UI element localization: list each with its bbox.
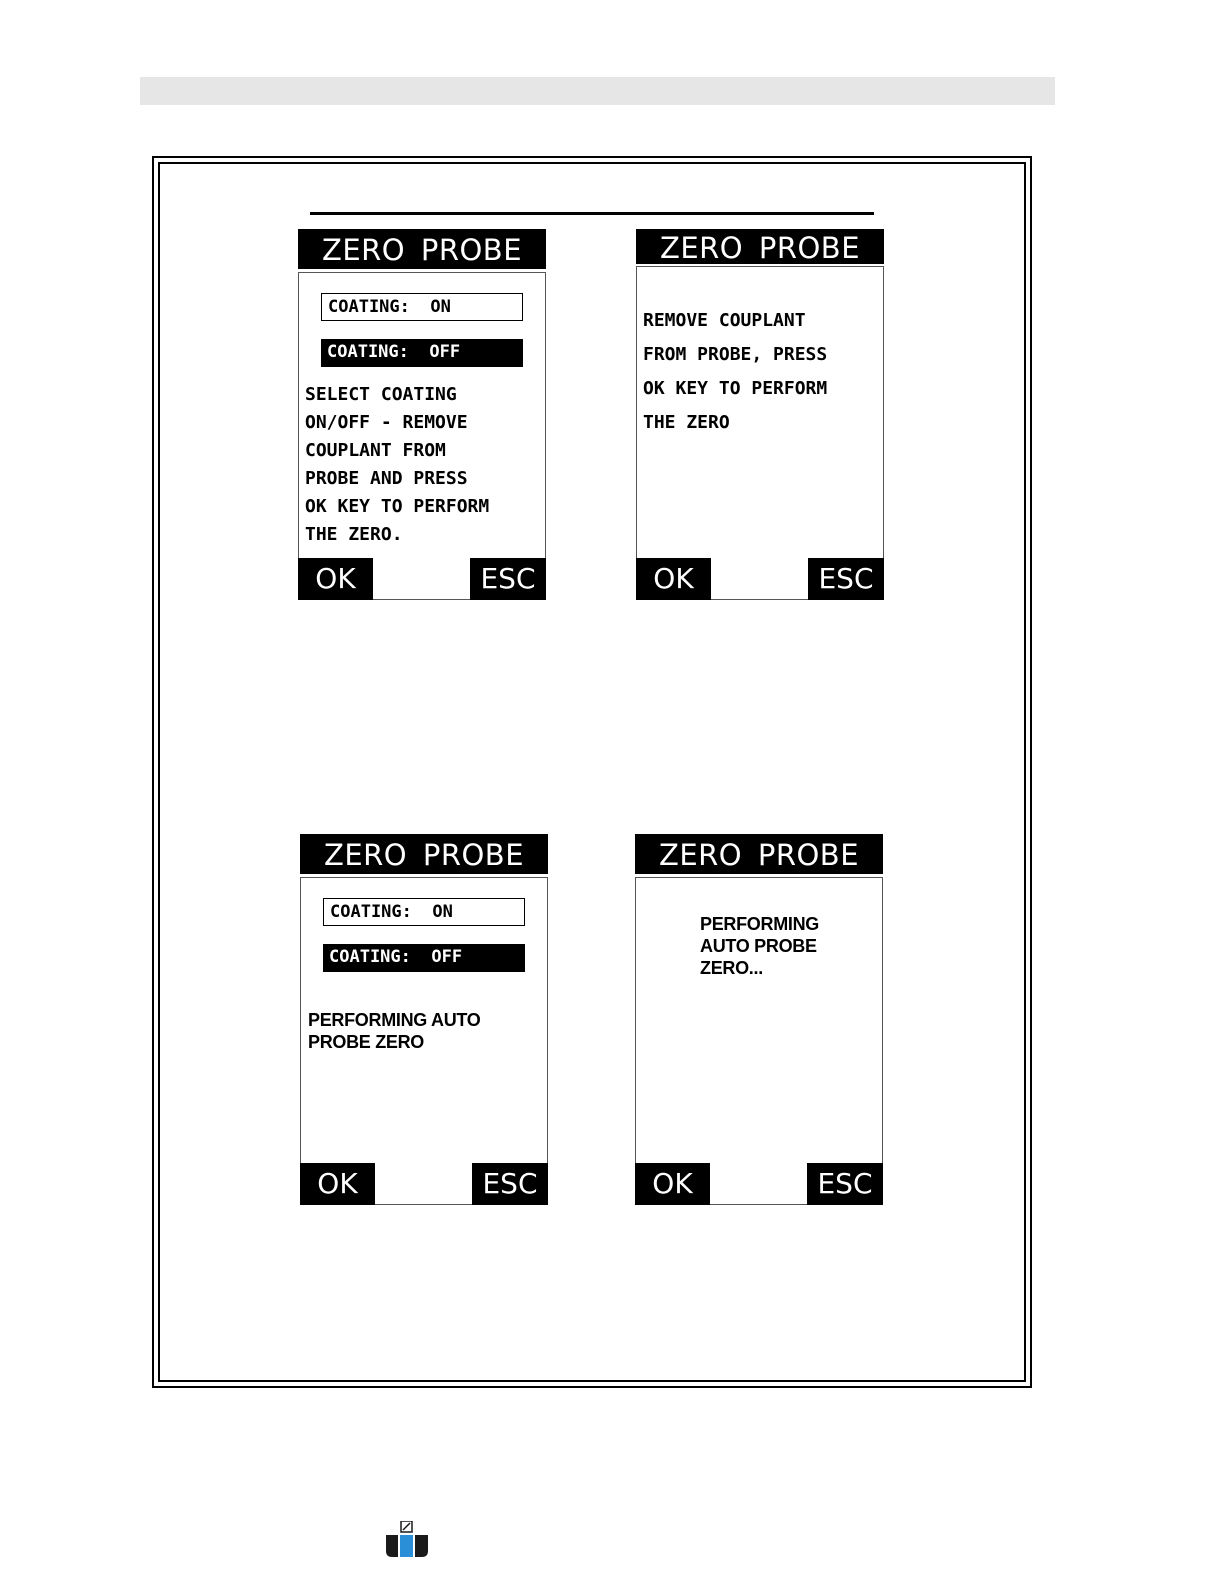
screen-title: ZERO PROBE xyxy=(635,834,883,874)
figure-frame-inner xyxy=(158,162,1026,1382)
screen-body xyxy=(636,266,884,600)
coating-off-option[interactable]: COATING: OFF xyxy=(323,944,525,972)
company-logo-icon xyxy=(386,1521,428,1557)
screen-message: REMOVE COUPLANT FROM PROBE, PRESS OK KEY TO PERFORM THE ZERO xyxy=(643,310,828,433)
screen-performing-auto xyxy=(300,834,548,1205)
screen-title: ZERO PROBE xyxy=(636,229,884,264)
screen-body xyxy=(635,877,883,1205)
screen-coating-select xyxy=(298,229,546,600)
coating-off-option[interactable]: COATING: OFF xyxy=(321,339,523,367)
figure-frame xyxy=(152,156,1032,1388)
coating-on-option[interactable]: COATING: ON xyxy=(323,898,525,926)
screen-message: SELECT COATING ON/OFF - REMOVE COUPLANT FROM PROBE AND PRESS OK KEY TO PERFORM THE ZERO. xyxy=(305,384,490,545)
screen-performing-zero xyxy=(635,834,883,1205)
ok-button[interactable]: OK xyxy=(300,1163,375,1205)
screen-body xyxy=(300,877,548,1205)
screen-body xyxy=(298,272,546,600)
coating-on-option[interactable]: COATING: ON xyxy=(321,293,523,321)
esc-button[interactable]: ESC xyxy=(470,558,546,600)
screen-message: PERFORMING AUTO PROBE ZERO xyxy=(308,1010,481,1052)
ok-button[interactable]: OK xyxy=(635,1163,710,1205)
screen-remove-couplant xyxy=(636,229,884,600)
esc-button[interactable]: ESC xyxy=(472,1163,548,1205)
screen-message: PERFORMING AUTO PROBE ZERO... xyxy=(700,914,820,978)
figure-rule xyxy=(310,212,874,215)
header-band xyxy=(140,77,1055,105)
esc-button[interactable]: ESC xyxy=(807,1163,883,1205)
esc-button[interactable]: ESC xyxy=(808,558,884,600)
ok-button[interactable]: OK xyxy=(298,558,373,600)
ok-button[interactable]: OK xyxy=(636,558,711,600)
screen-title: ZERO PROBE xyxy=(298,229,546,269)
screen-title: ZERO PROBE xyxy=(300,834,548,874)
